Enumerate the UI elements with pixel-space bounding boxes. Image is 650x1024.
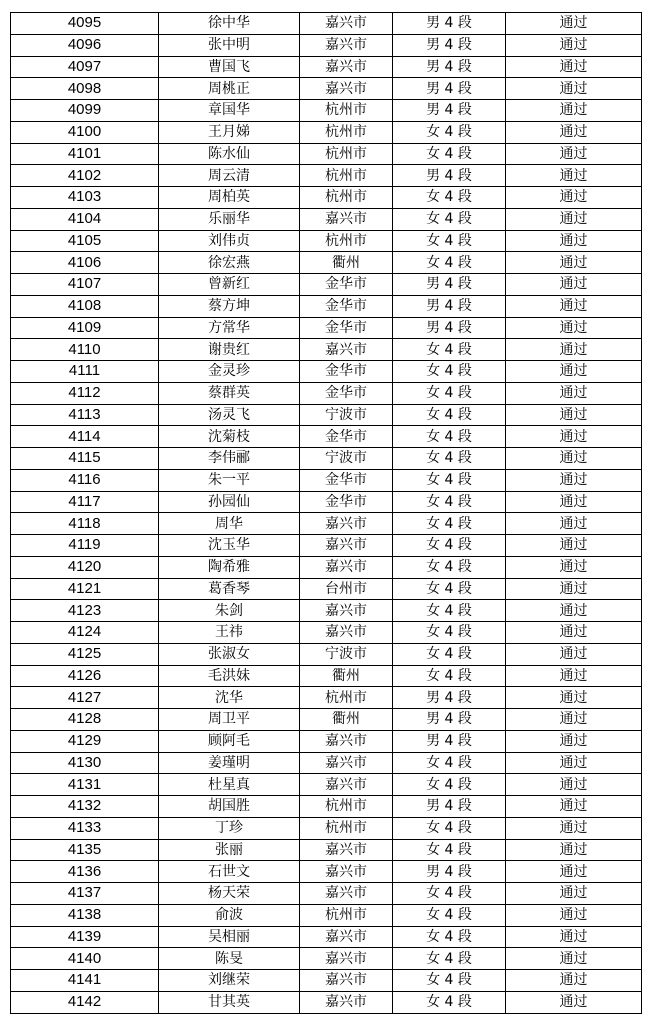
rank-cell: 女 4 段 bbox=[393, 143, 506, 165]
name-cell: 沈玉华 bbox=[159, 535, 300, 557]
city-cell: 嘉兴市 bbox=[300, 839, 393, 861]
name-cell: 刘伟贞 bbox=[159, 230, 300, 252]
city-cell: 宁波市 bbox=[300, 448, 393, 470]
number-cell: 4119 bbox=[11, 535, 159, 557]
result-cell: 通过 bbox=[506, 252, 642, 274]
city-cell: 嘉兴市 bbox=[300, 556, 393, 578]
number-cell: 4139 bbox=[11, 926, 159, 948]
city-cell: 嘉兴市 bbox=[300, 622, 393, 644]
name-cell: 乐丽华 bbox=[159, 208, 300, 230]
result-cell: 通过 bbox=[506, 274, 642, 296]
name-cell: 周桃正 bbox=[159, 78, 300, 100]
result-cell: 通过 bbox=[506, 491, 642, 513]
number-cell: 4113 bbox=[11, 404, 159, 426]
rank-cell: 女 4 段 bbox=[393, 752, 506, 774]
rank-cell: 女 4 段 bbox=[393, 904, 506, 926]
rank-cell: 女 4 段 bbox=[393, 426, 506, 448]
rank-cell: 女 4 段 bbox=[393, 382, 506, 404]
city-cell: 杭州市 bbox=[300, 100, 393, 122]
number-cell: 4141 bbox=[11, 970, 159, 992]
name-cell: 吴相丽 bbox=[159, 926, 300, 948]
city-cell: 嘉兴市 bbox=[300, 991, 393, 1013]
table-row bbox=[11, 121, 642, 143]
city-cell: 衢州 bbox=[300, 252, 393, 274]
name-cell: 俞波 bbox=[159, 904, 300, 926]
name-cell: 王祎 bbox=[159, 622, 300, 644]
number-cell: 4100 bbox=[11, 121, 159, 143]
rank-cell: 男 4 段 bbox=[393, 687, 506, 709]
rank-cell: 女 4 段 bbox=[393, 187, 506, 209]
city-cell: 嘉兴市 bbox=[300, 535, 393, 557]
table-row bbox=[11, 448, 642, 470]
name-cell: 曾新红 bbox=[159, 274, 300, 296]
table-row bbox=[11, 34, 642, 56]
rank-cell: 男 4 段 bbox=[393, 295, 506, 317]
city-cell: 杭州市 bbox=[300, 143, 393, 165]
name-cell: 甘其英 bbox=[159, 991, 300, 1013]
city-cell: 嘉兴市 bbox=[300, 339, 393, 361]
result-cell: 通过 bbox=[506, 817, 642, 839]
result-cell: 通过 bbox=[506, 948, 642, 970]
result-cell: 通过 bbox=[506, 469, 642, 491]
results-table bbox=[10, 12, 642, 1014]
city-cell: 嘉兴市 bbox=[300, 600, 393, 622]
name-cell: 杨天荣 bbox=[159, 883, 300, 905]
result-cell: 通过 bbox=[506, 339, 642, 361]
city-cell: 嘉兴市 bbox=[300, 883, 393, 905]
result-cell: 通过 bbox=[506, 861, 642, 883]
result-cell: 通过 bbox=[506, 382, 642, 404]
name-cell: 陈水仙 bbox=[159, 143, 300, 165]
city-cell: 杭州市 bbox=[300, 796, 393, 818]
number-cell: 4133 bbox=[11, 817, 159, 839]
rank-cell: 女 4 段 bbox=[393, 643, 506, 665]
number-cell: 4109 bbox=[11, 317, 159, 339]
city-cell: 杭州市 bbox=[300, 165, 393, 187]
number-cell: 4101 bbox=[11, 143, 159, 165]
rank-cell: 女 4 段 bbox=[393, 208, 506, 230]
name-cell: 张丽 bbox=[159, 839, 300, 861]
rank-cell: 女 4 段 bbox=[393, 817, 506, 839]
rank-cell: 女 4 段 bbox=[393, 926, 506, 948]
city-cell: 衢州 bbox=[300, 709, 393, 731]
rank-cell: 女 4 段 bbox=[393, 535, 506, 557]
rank-cell: 女 4 段 bbox=[393, 252, 506, 274]
rank-cell: 女 4 段 bbox=[393, 469, 506, 491]
name-cell: 丁珍 bbox=[159, 817, 300, 839]
city-cell: 金华市 bbox=[300, 491, 393, 513]
table-row bbox=[11, 143, 642, 165]
city-cell: 杭州市 bbox=[300, 230, 393, 252]
table-row bbox=[11, 730, 642, 752]
name-cell: 陶希雅 bbox=[159, 556, 300, 578]
number-cell: 4127 bbox=[11, 687, 159, 709]
city-cell: 杭州市 bbox=[300, 904, 393, 926]
result-cell: 通过 bbox=[506, 121, 642, 143]
name-cell: 朱一平 bbox=[159, 469, 300, 491]
rank-cell: 男 4 段 bbox=[393, 56, 506, 78]
city-cell: 金华市 bbox=[300, 361, 393, 383]
city-cell: 嘉兴市 bbox=[300, 730, 393, 752]
name-cell: 沈华 bbox=[159, 687, 300, 709]
table-row bbox=[11, 665, 642, 687]
number-cell: 4126 bbox=[11, 665, 159, 687]
rank-cell: 女 4 段 bbox=[393, 448, 506, 470]
result-cell: 通过 bbox=[506, 230, 642, 252]
number-cell: 4120 bbox=[11, 556, 159, 578]
city-cell: 杭州市 bbox=[300, 817, 393, 839]
table-row bbox=[11, 774, 642, 796]
city-cell: 金华市 bbox=[300, 426, 393, 448]
result-cell: 通过 bbox=[506, 600, 642, 622]
number-cell: 4111 bbox=[11, 361, 159, 383]
city-cell: 宁波市 bbox=[300, 643, 393, 665]
name-cell: 胡国胜 bbox=[159, 796, 300, 818]
result-cell: 通过 bbox=[506, 752, 642, 774]
table-row bbox=[11, 404, 642, 426]
table-row bbox=[11, 709, 642, 731]
rank-cell: 男 4 段 bbox=[393, 13, 506, 35]
table-row bbox=[11, 274, 642, 296]
table-row bbox=[11, 100, 642, 122]
result-cell: 通过 bbox=[506, 991, 642, 1013]
rank-cell: 男 4 段 bbox=[393, 78, 506, 100]
name-cell: 杜星真 bbox=[159, 774, 300, 796]
name-cell: 孙园仙 bbox=[159, 491, 300, 513]
number-cell: 4117 bbox=[11, 491, 159, 513]
result-cell: 通过 bbox=[506, 317, 642, 339]
number-cell: 4110 bbox=[11, 339, 159, 361]
city-cell: 嘉兴市 bbox=[300, 56, 393, 78]
result-cell: 通过 bbox=[506, 208, 642, 230]
city-cell: 金华市 bbox=[300, 382, 393, 404]
result-cell: 通过 bbox=[506, 361, 642, 383]
rank-cell: 女 4 段 bbox=[393, 404, 506, 426]
rank-cell: 女 4 段 bbox=[393, 513, 506, 535]
results-table-body bbox=[11, 13, 642, 1014]
name-cell: 蔡群英 bbox=[159, 382, 300, 404]
result-cell: 通过 bbox=[506, 295, 642, 317]
city-cell: 台州市 bbox=[300, 578, 393, 600]
result-cell: 通过 bbox=[506, 730, 642, 752]
table-row bbox=[11, 622, 642, 644]
number-cell: 4107 bbox=[11, 274, 159, 296]
name-cell: 张淑女 bbox=[159, 643, 300, 665]
name-cell: 姜瑾明 bbox=[159, 752, 300, 774]
number-cell: 4108 bbox=[11, 295, 159, 317]
city-cell: 嘉兴市 bbox=[300, 970, 393, 992]
rank-cell: 男 4 段 bbox=[393, 34, 506, 56]
table-row bbox=[11, 904, 642, 926]
name-cell: 周华 bbox=[159, 513, 300, 535]
city-cell: 杭州市 bbox=[300, 687, 393, 709]
result-cell: 通过 bbox=[506, 535, 642, 557]
table-row bbox=[11, 208, 642, 230]
rank-cell: 女 4 段 bbox=[393, 121, 506, 143]
city-cell: 杭州市 bbox=[300, 187, 393, 209]
table-row bbox=[11, 469, 642, 491]
result-cell: 通过 bbox=[506, 970, 642, 992]
rank-cell: 男 4 段 bbox=[393, 274, 506, 296]
city-cell: 嘉兴市 bbox=[300, 208, 393, 230]
table-row bbox=[11, 513, 642, 535]
result-cell: 通过 bbox=[506, 839, 642, 861]
number-cell: 4128 bbox=[11, 709, 159, 731]
result-cell: 通过 bbox=[506, 796, 642, 818]
result-cell: 通过 bbox=[506, 143, 642, 165]
city-cell: 金华市 bbox=[300, 317, 393, 339]
name-cell: 刘继荣 bbox=[159, 970, 300, 992]
number-cell: 4121 bbox=[11, 578, 159, 600]
rank-cell: 男 4 段 bbox=[393, 165, 506, 187]
rank-cell: 女 4 段 bbox=[393, 970, 506, 992]
result-cell: 通过 bbox=[506, 56, 642, 78]
name-cell: 徐宏燕 bbox=[159, 252, 300, 274]
result-cell: 通过 bbox=[506, 165, 642, 187]
table-row bbox=[11, 56, 642, 78]
number-cell: 4104 bbox=[11, 208, 159, 230]
number-cell: 4103 bbox=[11, 187, 159, 209]
name-cell: 石世文 bbox=[159, 861, 300, 883]
city-cell: 嘉兴市 bbox=[300, 13, 393, 35]
number-cell: 4131 bbox=[11, 774, 159, 796]
rank-cell: 女 4 段 bbox=[393, 883, 506, 905]
number-cell: 4096 bbox=[11, 34, 159, 56]
table-row bbox=[11, 839, 642, 861]
table-row bbox=[11, 970, 642, 992]
name-cell: 朱剑 bbox=[159, 600, 300, 622]
name-cell: 张中明 bbox=[159, 34, 300, 56]
city-cell: 宁波市 bbox=[300, 404, 393, 426]
table-row bbox=[11, 817, 642, 839]
rank-cell: 女 4 段 bbox=[393, 991, 506, 1013]
city-cell: 杭州市 bbox=[300, 121, 393, 143]
rank-cell: 女 4 段 bbox=[393, 948, 506, 970]
result-cell: 通过 bbox=[506, 187, 642, 209]
city-cell: 衢州 bbox=[300, 665, 393, 687]
table-row bbox=[11, 13, 642, 35]
number-cell: 4118 bbox=[11, 513, 159, 535]
rank-cell: 男 4 段 bbox=[393, 317, 506, 339]
name-cell: 李伟郦 bbox=[159, 448, 300, 470]
rank-cell: 男 4 段 bbox=[393, 100, 506, 122]
name-cell: 谢贵红 bbox=[159, 339, 300, 361]
city-cell: 嘉兴市 bbox=[300, 513, 393, 535]
number-cell: 4129 bbox=[11, 730, 159, 752]
result-cell: 通过 bbox=[506, 404, 642, 426]
number-cell: 4130 bbox=[11, 752, 159, 774]
number-cell: 4123 bbox=[11, 600, 159, 622]
city-cell: 嘉兴市 bbox=[300, 926, 393, 948]
name-cell: 方常华 bbox=[159, 317, 300, 339]
rank-cell: 女 4 段 bbox=[393, 665, 506, 687]
city-cell: 嘉兴市 bbox=[300, 752, 393, 774]
name-cell: 金灵珍 bbox=[159, 361, 300, 383]
table-row bbox=[11, 535, 642, 557]
table-row bbox=[11, 926, 642, 948]
number-cell: 4098 bbox=[11, 78, 159, 100]
result-cell: 通过 bbox=[506, 13, 642, 35]
number-cell: 4112 bbox=[11, 382, 159, 404]
rank-cell: 女 4 段 bbox=[393, 491, 506, 513]
rank-cell: 女 4 段 bbox=[393, 622, 506, 644]
number-cell: 4115 bbox=[11, 448, 159, 470]
name-cell: 章国华 bbox=[159, 100, 300, 122]
name-cell: 葛香琴 bbox=[159, 578, 300, 600]
table-row bbox=[11, 230, 642, 252]
table-row bbox=[11, 752, 642, 774]
city-cell: 金华市 bbox=[300, 295, 393, 317]
table-row bbox=[11, 361, 642, 383]
table-row bbox=[11, 991, 642, 1013]
rank-cell: 男 4 段 bbox=[393, 709, 506, 731]
rank-cell: 女 4 段 bbox=[393, 600, 506, 622]
name-cell: 陈旻 bbox=[159, 948, 300, 970]
name-cell: 顾阿毛 bbox=[159, 730, 300, 752]
table-row bbox=[11, 78, 642, 100]
table-row bbox=[11, 165, 642, 187]
number-cell: 4099 bbox=[11, 100, 159, 122]
table-row bbox=[11, 948, 642, 970]
name-cell: 毛洪妹 bbox=[159, 665, 300, 687]
table-row bbox=[11, 317, 642, 339]
result-cell: 通过 bbox=[506, 883, 642, 905]
result-cell: 通过 bbox=[506, 513, 642, 535]
table-row bbox=[11, 578, 642, 600]
table-row bbox=[11, 426, 642, 448]
number-cell: 4138 bbox=[11, 904, 159, 926]
name-cell: 徐中华 bbox=[159, 13, 300, 35]
result-cell: 通过 bbox=[506, 556, 642, 578]
table-row bbox=[11, 883, 642, 905]
city-cell: 嘉兴市 bbox=[300, 78, 393, 100]
city-cell: 金华市 bbox=[300, 274, 393, 296]
city-cell: 嘉兴市 bbox=[300, 34, 393, 56]
city-cell: 金华市 bbox=[300, 469, 393, 491]
rank-cell: 女 4 段 bbox=[393, 578, 506, 600]
name-cell: 周卫平 bbox=[159, 709, 300, 731]
name-cell: 王月娣 bbox=[159, 121, 300, 143]
result-cell: 通过 bbox=[506, 78, 642, 100]
name-cell: 曹国飞 bbox=[159, 56, 300, 78]
city-cell: 嘉兴市 bbox=[300, 861, 393, 883]
table-row bbox=[11, 491, 642, 513]
table-row bbox=[11, 643, 642, 665]
result-cell: 通过 bbox=[506, 34, 642, 56]
number-cell: 4114 bbox=[11, 426, 159, 448]
number-cell: 4124 bbox=[11, 622, 159, 644]
name-cell: 汤灵飞 bbox=[159, 404, 300, 426]
rank-cell: 女 4 段 bbox=[393, 774, 506, 796]
table-row bbox=[11, 861, 642, 883]
result-cell: 通过 bbox=[506, 643, 642, 665]
number-cell: 4105 bbox=[11, 230, 159, 252]
city-cell: 嘉兴市 bbox=[300, 948, 393, 970]
number-cell: 4106 bbox=[11, 252, 159, 274]
rank-cell: 女 4 段 bbox=[393, 230, 506, 252]
number-cell: 4137 bbox=[11, 883, 159, 905]
result-cell: 通过 bbox=[506, 426, 642, 448]
number-cell: 4136 bbox=[11, 861, 159, 883]
number-cell: 4135 bbox=[11, 839, 159, 861]
table-row bbox=[11, 382, 642, 404]
table-row bbox=[11, 687, 642, 709]
name-cell: 周柏英 bbox=[159, 187, 300, 209]
result-cell: 通过 bbox=[506, 100, 642, 122]
rank-cell: 女 4 段 bbox=[393, 839, 506, 861]
result-cell: 通过 bbox=[506, 709, 642, 731]
rank-cell: 男 4 段 bbox=[393, 861, 506, 883]
number-cell: 4132 bbox=[11, 796, 159, 818]
result-cell: 通过 bbox=[506, 665, 642, 687]
number-cell: 4125 bbox=[11, 643, 159, 665]
number-cell: 4102 bbox=[11, 165, 159, 187]
result-cell: 通过 bbox=[506, 578, 642, 600]
number-cell: 4095 bbox=[11, 13, 159, 35]
result-cell: 通过 bbox=[506, 622, 642, 644]
table-row bbox=[11, 600, 642, 622]
number-cell: 4140 bbox=[11, 948, 159, 970]
table-row bbox=[11, 796, 642, 818]
name-cell: 沈菊枝 bbox=[159, 426, 300, 448]
result-cell: 通过 bbox=[506, 926, 642, 948]
name-cell: 周云清 bbox=[159, 165, 300, 187]
number-cell: 4142 bbox=[11, 991, 159, 1013]
table-row bbox=[11, 556, 642, 578]
rank-cell: 男 4 段 bbox=[393, 730, 506, 752]
table-row bbox=[11, 295, 642, 317]
name-cell: 蔡方坤 bbox=[159, 295, 300, 317]
rank-cell: 男 4 段 bbox=[393, 796, 506, 818]
rank-cell: 女 4 段 bbox=[393, 361, 506, 383]
result-cell: 通过 bbox=[506, 774, 642, 796]
city-cell: 嘉兴市 bbox=[300, 774, 393, 796]
result-cell: 通过 bbox=[506, 448, 642, 470]
result-cell: 通过 bbox=[506, 904, 642, 926]
table-row bbox=[11, 339, 642, 361]
rank-cell: 女 4 段 bbox=[393, 339, 506, 361]
table-row bbox=[11, 252, 642, 274]
result-cell: 通过 bbox=[506, 687, 642, 709]
number-cell: 4097 bbox=[11, 56, 159, 78]
table-row bbox=[11, 187, 642, 209]
number-cell: 4116 bbox=[11, 469, 159, 491]
rank-cell: 女 4 段 bbox=[393, 556, 506, 578]
